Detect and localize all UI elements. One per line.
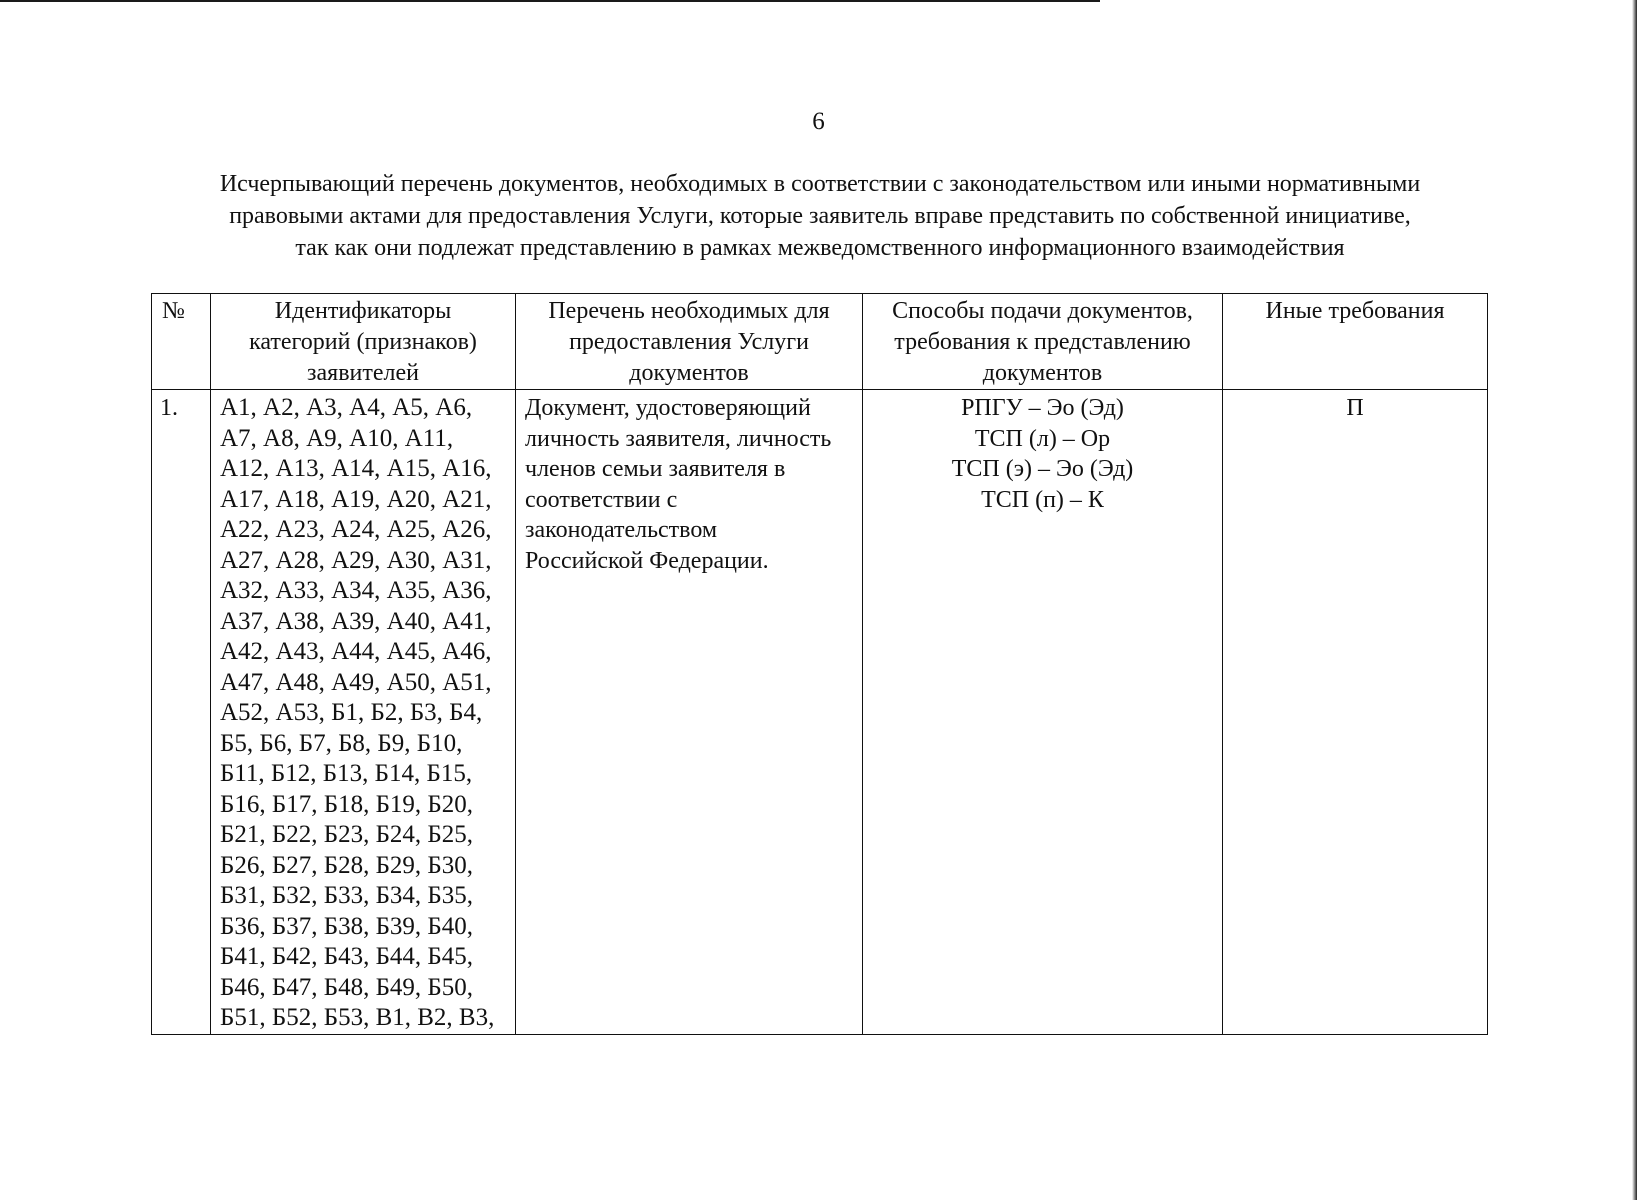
header-line: Идентификаторы <box>274 298 452 324</box>
identifier-line: Б16, Б17, Б18, Б19, Б20, <box>220 790 474 818</box>
method-line: ТСП (э) – Эо (Эд) <box>951 456 1134 482</box>
document-line: Документ, удостоверяющий <box>525 395 811 421</box>
identifier-line: Б26, Б27, Б28, Б29, Б30, <box>220 851 474 879</box>
identifier-line: А27, А28, А29, А30, А31, <box>220 546 492 574</box>
document-line: личность заявителя, личность <box>525 425 832 452</box>
identifier-line: Б51, Б52, Б53, В1, В2, В3, <box>220 1004 495 1031</box>
header-line: категорий (признаков) <box>249 329 477 355</box>
identifier-line: Б46, Б47, Б48, Б49, Б50, <box>220 973 474 1001</box>
table-header-row <box>152 294 1488 390</box>
title-line: так как они подлежат представлению в рамках межведомственного информационного взаимодействия <box>295 235 1345 261</box>
header-line: документов <box>982 360 1103 386</box>
document-line: Российской Федерации. <box>525 547 769 574</box>
identifier-line: Б5, Б6, Б7, Б8, Б9, Б10, <box>220 729 463 757</box>
identifier-line: А37, А38, А39, А40, А41, <box>220 607 492 635</box>
identifier-line: Б36, Б37, Б38, Б39, Б40, <box>220 912 474 940</box>
title-line: Исчерпывающий перечень документов, необходимых в соответствии с законодательством или иными нормативными <box>219 171 1421 197</box>
header-documents <box>516 294 863 390</box>
document-line: законодательством <box>525 517 718 543</box>
other-requirement-line: П <box>1346 395 1364 421</box>
header-line: документов <box>629 360 749 386</box>
header-number <box>152 294 211 390</box>
header-line: заявителей <box>307 360 419 386</box>
row-methods <box>863 390 1223 1035</box>
row-number <box>152 390 211 1035</box>
method-line: ТСП (п) – К <box>981 486 1104 513</box>
header-line: № <box>162 298 185 324</box>
identifier-line: Б11, Б12, Б13, Б14, Б15, <box>220 760 473 787</box>
method-line: ТСП (л) – Ор <box>974 425 1111 452</box>
scan-edge-line <box>0 0 1100 2</box>
header-line: Способы подачи документов, <box>892 298 1193 324</box>
row-number-text: 1. <box>160 395 178 421</box>
header-line: Иные требования <box>1265 298 1445 324</box>
scan-edge-shadow <box>1632 0 1637 1200</box>
title-line: правовыми актами для предоставления Услуги, которые заявитель вправе представить по собственной инициативе, <box>229 203 1411 229</box>
identifier-line: А47, А48, А49, А50, А51, <box>220 668 492 696</box>
method-line: РПГУ – Эо (Эд) <box>961 395 1124 421</box>
header-other-requirements <box>1223 294 1488 390</box>
row-other-requirements <box>1223 390 1488 1035</box>
identifier-line: Б41, Б42, Б43, Б44, Б45, <box>220 943 474 970</box>
page-number: 6 <box>812 108 825 135</box>
header-identifiers <box>211 294 516 390</box>
table-row <box>152 390 1488 1035</box>
identifier-line: А17, А18, А19, А20, А21, <box>220 485 492 513</box>
header-line: Перечень необходимых для <box>548 298 830 324</box>
identifier-line: А52, А53, Б1, Б2, Б3, Б4, <box>220 699 483 726</box>
document-line: соответствии с <box>525 486 678 513</box>
identifier-line: А1, А2, А3, А4, А5, А6, <box>220 394 473 421</box>
identifier-line: А7, А8, А9, А10, А11, <box>220 424 454 452</box>
header-line: предоставления Услуги <box>569 329 809 355</box>
header-line: требования к представлению <box>894 329 1191 355</box>
identifier-line: А22, А23, А24, А25, А26, <box>220 516 492 543</box>
row-documents <box>516 390 863 1035</box>
document-line: членов семьи заявителя в <box>525 456 786 482</box>
identifier-line: Б21, Б22, Б23, Б24, Б25, <box>220 821 474 848</box>
identifier-line: Б31, Б32, Б33, Б34, Б35, <box>220 882 474 909</box>
documents-table <box>151 293 1488 1035</box>
row-identifiers <box>211 390 516 1035</box>
document-title <box>120 168 1520 264</box>
identifier-line: А12, А13, А14, А15, А16, <box>220 455 492 482</box>
header-methods <box>863 294 1223 390</box>
identifier-line: А32, А33, А34, А35, А36, <box>220 577 492 604</box>
identifier-line: А42, А43, А44, А45, А46, <box>220 638 492 665</box>
